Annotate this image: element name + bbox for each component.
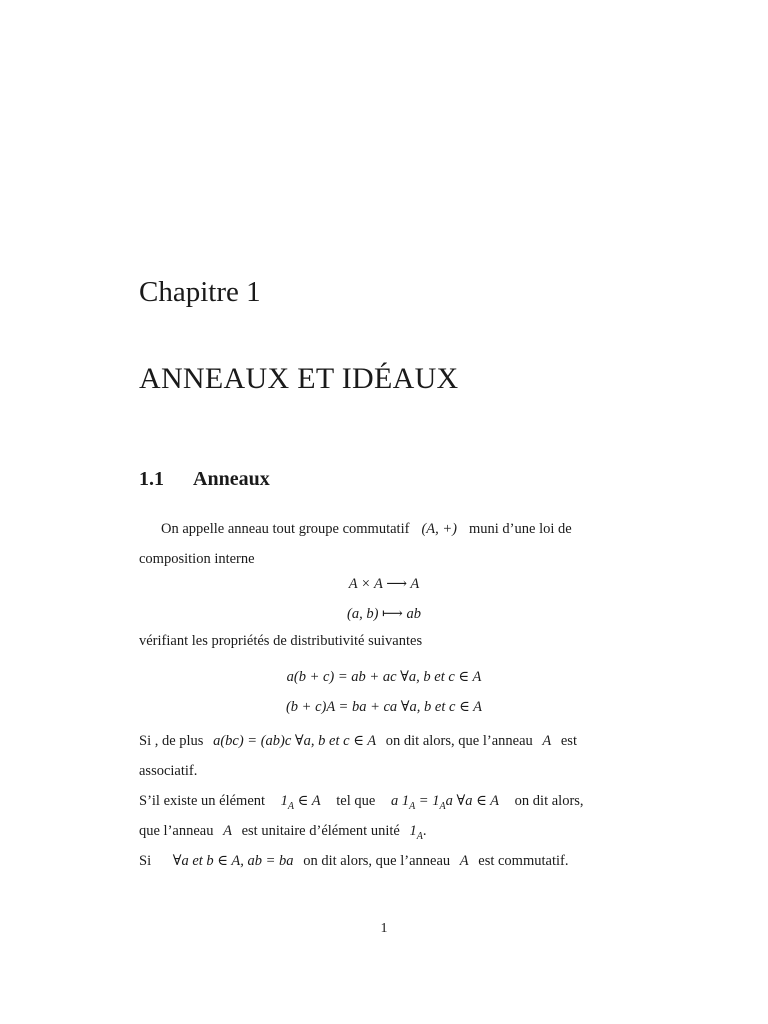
section-heading <box>139 468 270 491</box>
chapter-title: ANNEAUX ET IDÉAUX <box>139 362 459 395</box>
equation-1: A × A ⟶ A <box>348 576 420 592</box>
section-title: Anneaux <box>193 468 270 490</box>
equation-2: (a, b) ⟼ ab <box>347 606 421 622</box>
math-inline: $1_A$ ∈ A <box>280 793 321 812</box>
paragraph-line-1: On appelle anneau tout groupe commutatif (A, +) muni d’une loi de <box>161 521 572 537</box>
equation-3: a(b + c) = ab + ac ∀a, b et c ∈ A <box>286 669 482 685</box>
math-inline: (A, +) <box>421 521 457 537</box>
paragraph-line-3: vérifiant les propriétés de distributivité suivantes <box>139 633 423 649</box>
paragraph-line-7: que l’anneau A est unitaire d’élément unité $1_A$. <box>139 823 427 842</box>
math-inline: $1_A$ <box>409 823 423 842</box>
math-inline: a(bc) = (ab)c ∀a, b et c ∈ A <box>213 733 377 749</box>
chapter-label: Chapitre 1 <box>139 276 261 308</box>
page-number: 1 <box>380 921 388 936</box>
math-inline: a $1_A = 1_Aa$ ∀a ∈ A <box>390 793 500 812</box>
equation-4: (b + c)A = ba + ca ∀a, b et c ∈ A <box>285 699 483 715</box>
paragraph-line-8: Si ∀a et b ∈ A, ab = ba on dit alors, que l’anneau A est commutatif. <box>139 853 569 869</box>
paragraph-line-6: S’il existe un élément $1_A$ ∈ A tel que a $1_A = 1_Aa$ ∀a ∈ A on dit alors, <box>139 793 584 812</box>
paragraph-line-5: associatif. <box>139 763 198 779</box>
paragraph-line-2: composition interne <box>139 551 255 567</box>
math-inline: ∀a et b ∈ A, ab = ba <box>172 853 294 869</box>
paragraph-line-4: Si , de plus a(bc) = (ab)c ∀a, b et c ∈ A on dit alors, que l’anneau A est <box>139 733 577 749</box>
section-number: 1.1 <box>139 468 164 490</box>
